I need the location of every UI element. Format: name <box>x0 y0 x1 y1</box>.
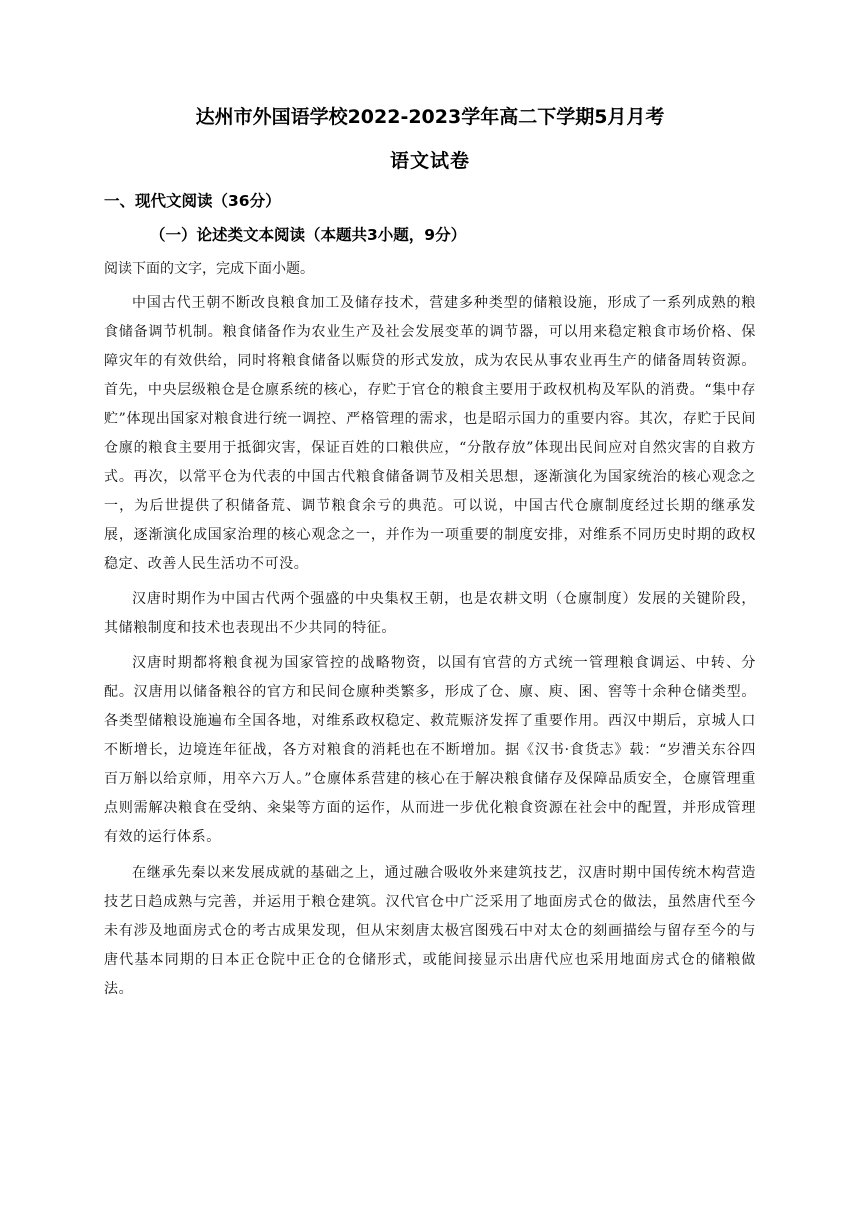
reading-instruction: 阅读下面的文字，完成下面小题。 <box>104 261 314 277</box>
section-heading: 一、现代文阅读（36分） <box>104 192 281 210</box>
sub-section-heading: （一）论述类文本阅读（本题共3小题，9分） <box>150 226 467 244</box>
passage-paragraph-4: 在继承先秦以来发展成就的基础之上，通过融合吸收外来建筑技艺，汉唐时期中国传统木构营造技艺日趋成熟与完善，并运用于粮仓建筑。汉代官仓中广泛采用了地面房式仓的做法，虽然唐代至今未有涉及地面房式仓的考古成果发现，但从宋刻唐太极宫图残石中对太仓的刻画描绘与留存至今的与唐代基本同期的日本正仓院中正仓的仓储形式，或能间接显示出唐代应也采用地面房式仓的储粮做法。 <box>104 865 756 997</box>
document-title: 达州市外国语学校2022-2023学年高二下学期5月月考 <box>195 106 665 128</box>
passage-paragraph-1: 中国古代王朝不断改良粮食加工及储存技术，营建多种类型的储粮设施，形成了一系列成熟的粮食储备调节机制。粮食储备作为农业生产及社会发展变革的调节器，可以用来稳定粮食市场价格、保障灾年的有效供给，同时将粮食储备以赈贷的形式发放，成为农民从事农业再生产的储备周转资源。首先，中央层级粮仓是仓廪系统的核心，存贮于官仓的粮食主要用于政权机构及军队的消费。“集中存贮”体现出国家对粮食进行统一调控、严格管理的需求，也是昭示国力的重要内容。其次，存贮于民间仓廪的粮食主要用于抵御灾害，保证百姓的口粮供应，“分散存放”体现出民间应对自然灾害的自救方式。再次，以常平仓为代表的中国古代粮食储备调节及相关思想，逐渐演化为国家统治的核心观念之一，为后世提供了积储备荒、调节粮食余亏的典范。可以说，中国古代仓廪制度经过长期的继承发展，逐渐演化成国家治理的核心观念之一，并作为一项重要的制度安排，对维系不同历史时期的政权稳定、改善人民生活功不可没。 <box>104 295 756 572</box>
passage-body <box>104 289 756 1004</box>
passage-paragraph-2: 汉唐时期作为中国古代两个强盛的中央集权王朝，也是农耕文明（仓廪制度）发展的关键阶段，其储粮制度和技术也表现出不少共同的特征。 <box>104 591 756 636</box>
document-subtitle: 语文试卷 <box>389 150 470 172</box>
passage-paragraph-3: 汉唐时期都将粮食视为国家管控的战略物资，以国有官营的方式统一管理粮食调运、中转、分配。汉唐用以储备粮谷的官方和民间仓廪种类繁多，形成了仓、廪、庾、囷、窖等十余种仓储类型。各类型储粮设施遍布全国各地，对维系政权稳定、救荒赈济发挥了重要作用。西汉中期后，京城人口不断增长，边境连年征战，各方对粮食的消耗也在不断增加。据《汉书·食货志》载：“岁漕关东谷四百万斛以给京师，用卒六万人。”仓廪体系营建的核心在于解决粮食储存及保障品质安全，仓廪管理重点则需解决粮食在受纳、籴粜等方面的运作，从而进一步优化粮食资源在社会中的配置，并形成管理有效的运行体系。 <box>104 655 756 845</box>
